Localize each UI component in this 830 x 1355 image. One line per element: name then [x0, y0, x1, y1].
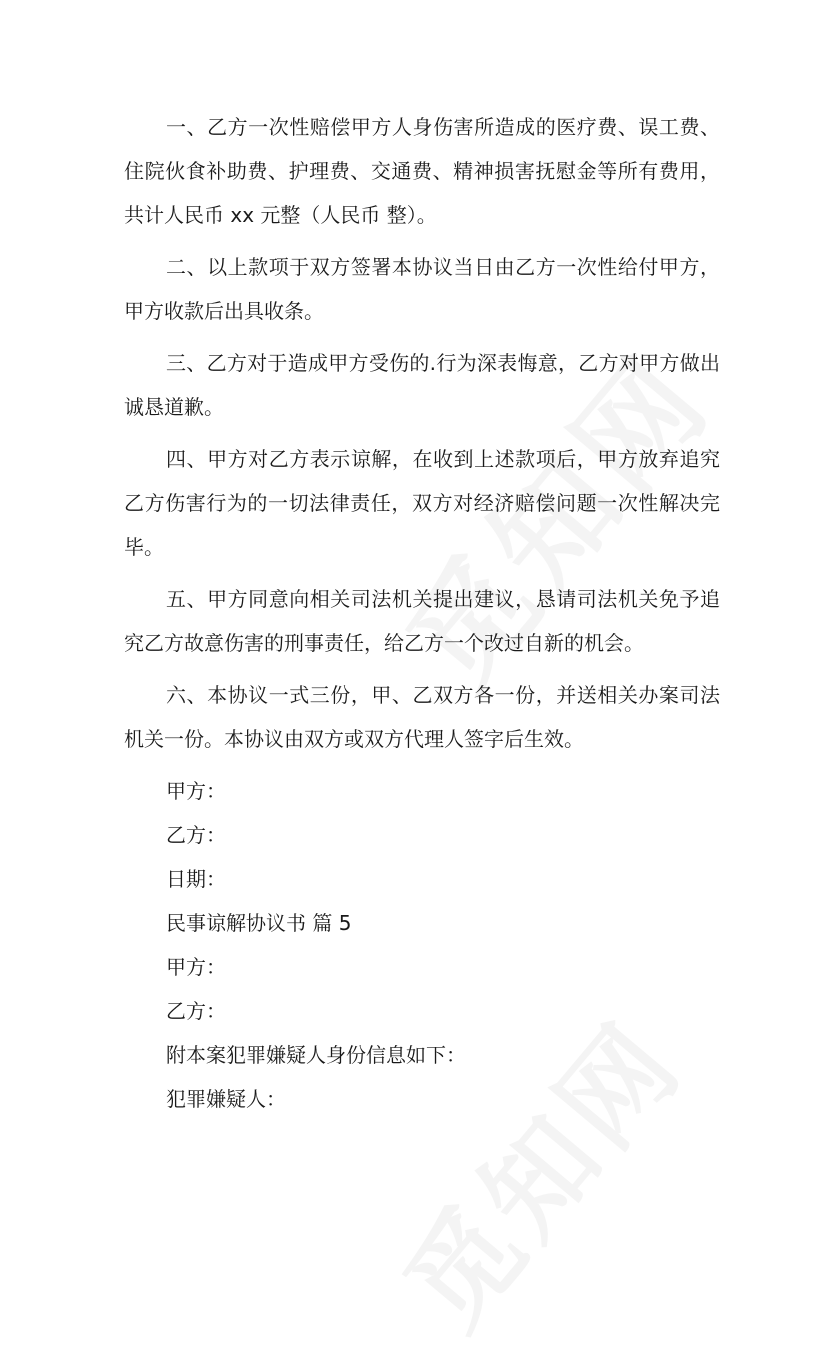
party-b-signature-line: 乙方：: [166, 823, 226, 847]
date-line: 日期：: [166, 867, 226, 891]
party-b-line: 乙方：: [166, 999, 226, 1023]
party-a-line: 甲方：: [166, 955, 226, 979]
clause-1: 一、乙方一次性赔偿甲方人身伤害所造成的医疗费、误工费、住院伙食补助费、护理费、交通费、精神损害抚慰金等所有费用，共计人民币 xx 元整（人民币 整）。: [124, 115, 720, 227]
party-a-signature-line: 甲方：: [166, 779, 226, 803]
suspect-label: 犯罪嫌疑人：: [166, 1087, 286, 1111]
clause-4: 四、甲方对乙方表示谅解，在收到上述款项后，甲方放弃追究乙方伤害行为的一切法律责任，双方对经济赔偿问题一次性解决完毕。: [124, 447, 720, 559]
document-body: [124, 105, 720, 1121]
section-title: 民事谅解协议书 篇 5: [166, 911, 352, 935]
clause-6: 六、本协议一式三份，甲、乙双方各一份，并送相关办案司法机关一份。本协议由双方或双方代理人签字后生效。: [124, 683, 720, 751]
suspect-info-intro: 附本案犯罪嫌疑人身份信息如下：: [166, 1043, 466, 1067]
clause-5: 五、甲方同意向相关司法机关提出建议，恳请司法机关免予追究乙方故意伤害的刑事责任，给乙方一个改过自新的机会。: [124, 587, 720, 655]
clause-2: 二、以上款项于双方签署本协议当日由乙方一次性给付甲方，甲方收款后出具收条。: [124, 255, 720, 323]
clause-3: 三、乙方对于造成甲方受伤的.行为深表悔意，乙方对甲方做出诚恳道歉。: [124, 351, 720, 419]
